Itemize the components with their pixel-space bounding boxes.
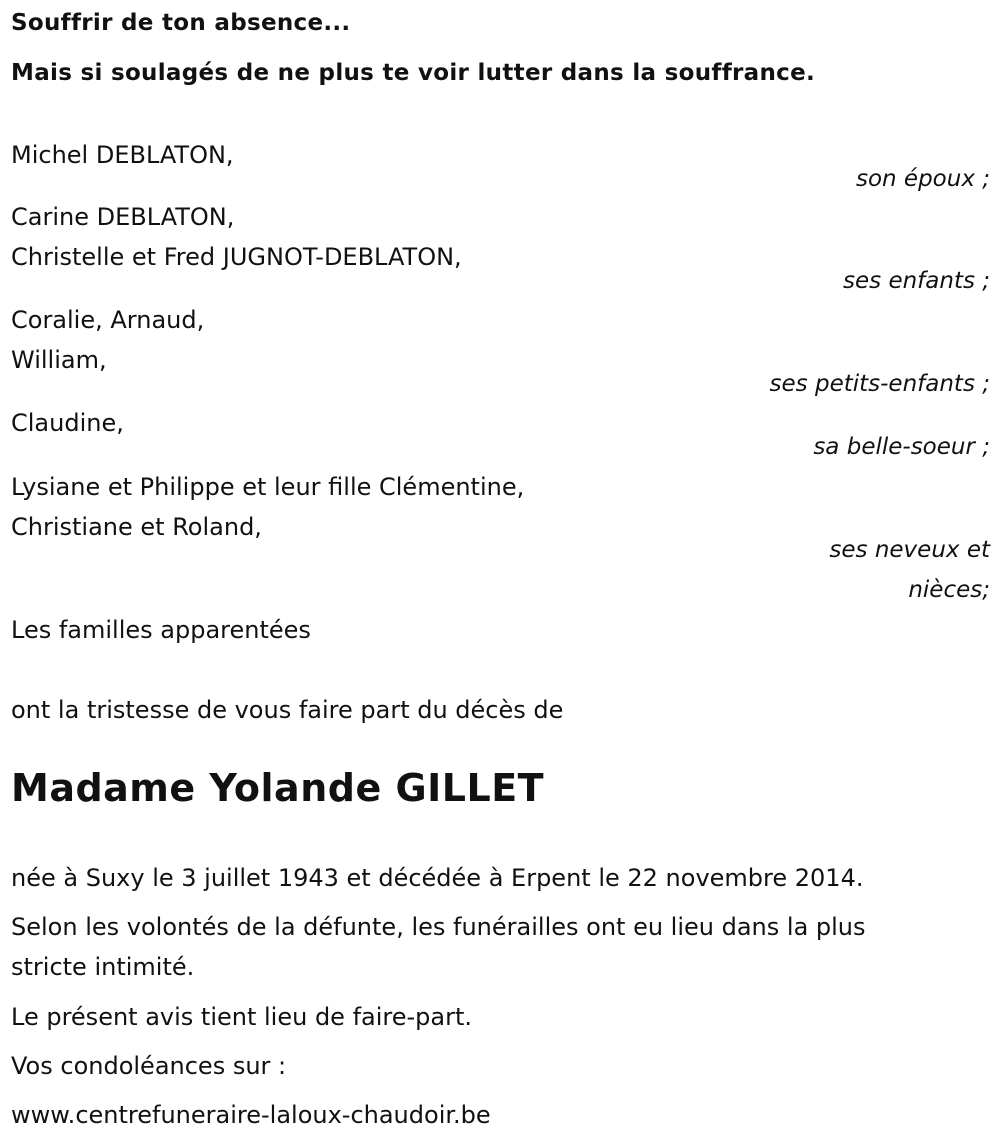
related-families: Les familles apparentées <box>11 616 311 644</box>
grandchildren-role: ses petits-enfants ; <box>769 371 990 397</box>
nephew-name-2: Christiane et Roland, <box>11 513 262 541</box>
birth-death-line: née à Suxy le 3 juillet 1943 et décédée à Erpent le 22 novembre 2014. <box>11 864 864 892</box>
header-line-1: Souffrir de ton absence... <box>11 10 351 36</box>
nephews-role-line-2: nièces; <box>908 577 990 603</box>
children-role: ses enfants ; <box>843 268 990 294</box>
nephews-role-line-1: ses neveux et <box>829 537 990 563</box>
child-name-1: Carine DEBLATON, <box>11 203 235 231</box>
spouse-role: son époux ; <box>855 166 990 192</box>
funeral-line-2: stricte intimité. <box>11 953 195 981</box>
notice-line: Le présent avis tient lieu de faire-part. <box>11 1003 473 1031</box>
announcement-intro: ont la tristesse de vous faire part du décès de <box>11 696 564 724</box>
sister-in-law-name: Claudine, <box>11 409 124 437</box>
grandchild-name-2: William, <box>11 346 107 374</box>
condolences-label: Vos condoléances sur : <box>11 1052 287 1080</box>
child-name-2: Christelle et Fred JUGNOT-DEBLATON, <box>11 243 462 271</box>
grandchild-name-1: Coralie, Arnaud, <box>11 306 205 334</box>
funeral-line-1: Selon les volontés de la défunte, les funérailles ont eu lieu dans la plus <box>11 913 866 941</box>
deceased-name: Madame Yolande GILLET <box>11 766 545 810</box>
website-link[interactable]: www.centrefuneraire-laloux-chaudoir.be <box>11 1101 491 1129</box>
sister-in-law-role: sa belle-soeur ; <box>813 434 990 460</box>
header-line-2: Mais si soulagés de ne plus te voir lutter dans la souffrance. <box>11 60 816 86</box>
nephew-name-1: Lysiane et Philippe et leur fille Clémentine, <box>11 473 525 501</box>
spouse-name: Michel DEBLATON, <box>11 141 234 169</box>
